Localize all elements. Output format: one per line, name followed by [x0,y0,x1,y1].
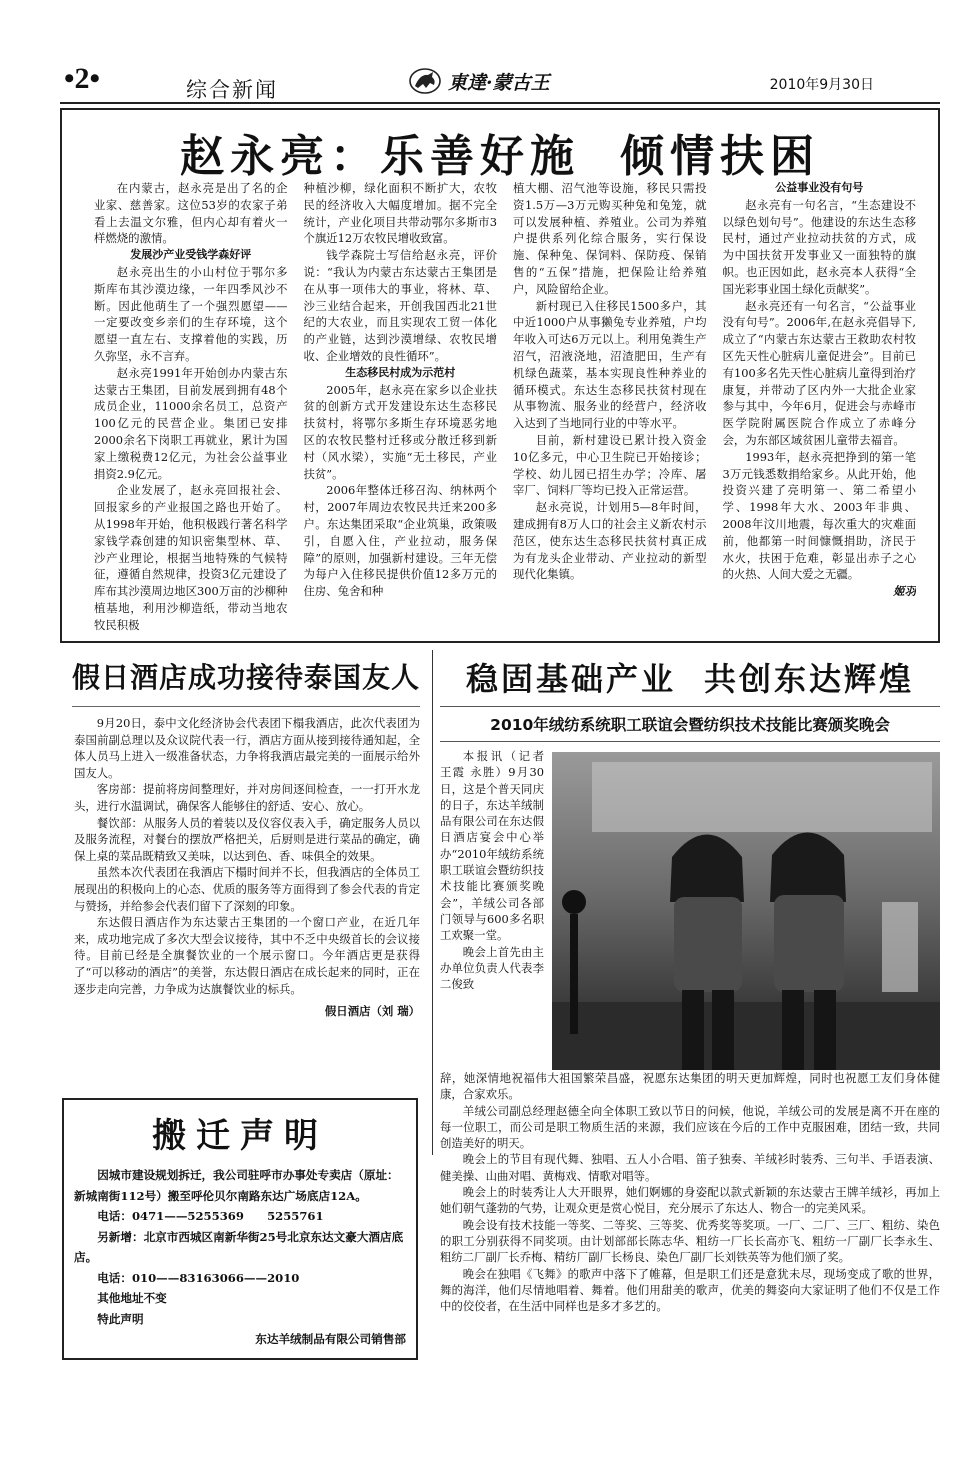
paragraph: 客房部：提前将房间整理好，并对房间逐间检查，一一打开水龙头，进行水温调试，确保客人能够住的舒适、安心、放心。 [74,782,420,813]
paragraph: 其他地址不变 [97,1291,167,1305]
notice-body [74,1165,406,1350]
event-photo [552,752,940,1070]
publication-date: 2010年9月30日 [769,77,874,93]
subheading: 发展沙产业受钱学森好评 [130,248,252,262]
column-4 [723,180,917,635]
paragraph: 目前，新村建设已累计投入资金10亿多元，中心卫生院已开始接诊；学校、幼儿园已招生办学；冷库、屠宰厂、饲料厂等均已投入正常运营。 [513,432,707,498]
paragraph: 虽然本次代表团在我酒店下榻时间并不长，但我酒店的全体员工展现出的积极向上的心态、优质的服务等方面得到了参会代表的肯定与赞扬，并给参会代表们留下了深刻的印象。 [74,865,420,913]
paragraph: 晚会上的节目有现代舞、独唱、五人小合唱、笛子独奏、羊绒衫时装秀、三句半、手语表演、健美操、山曲对唱、黄梅戏、情歌对唱等。 [440,1152,940,1183]
paragraph: 企业发展了，赵永亮回报社会、回报家乡的产业报国之路也开始了。从1998年开始，他积极践行著名科学家钱学森创建的知识密集型林、草、沙产业理论，根据当地特殊的气候特征，遵循自然规律，投资3亿元建设了库布其沙漠周边地区300万亩的沙柳种植基地，利用沙柳造纸，带动当地农牧民积极 [94,483,288,632]
paragraph: 种植沙柳，绿化面积不断扩大，农牧民的经济收入大幅度增加。据不完全统计，产业化项目共带动鄂尔多斯市3个旗近12万农牧民增收致富。 [303,181,497,246]
paragraph: 植大棚、沼气池等设施，移民只需投资1.5万—3万元购买种兔和兔笼，就可以发展种植、养殖业。公司为养殖户提供系列化综合服务，实行保设施、保种兔、保饲料、保防疫、保销售的“五保”措施，把保险让给养殖户，风险留给企业。 [513,181,707,296]
top-headline [62,120,938,184]
paragraph: 2005年，赵永亮在家乡以企业扶贫的创新方式开发建设东达生态移民扶贫村，将鄂尔多斯生存环境恶劣地区的农牧民整村迁移或分散迁移到新村（风水梁），实施“无土移民，产业扶贫”。 [303,382,497,481]
phone-line: 电话：010——83163066——2010 [97,1270,300,1285]
newspaper-logo [408,62,550,100]
byline: 姬羽 [893,584,916,599]
hotel-body [60,707,432,1020]
column-divider [432,650,433,1155]
subheading: 公益事业没有句号 [775,181,864,194]
section-name: 综合新闻 [186,78,278,102]
paragraph: 赵永亮出生的小山村位于鄂尔多斯库布其沙漠边缘，一年四季风沙不断。因此他萌生了一个强烈愿望——一定要改变乡亲们的生存环境，这个愿望一直左右、支撑着他的实践，历久弥坚，永不言弃。 [94,264,288,363]
paragraph: 1993年，赵永亮把挣到的第一笔3万元钱悉数捐给家乡。从此开始，他投资兴建了亮明第一、第二希望小学、1998年大水、2003年非典、2008年汶川地震，每次重大的灾难面前，他都第一时间慷慨捐助，济民于水火，扶困于危难，彰显出赤子之心的火热、人间大爱之无疆。 [722,449,916,582]
masthead [60,62,940,104]
paragraph: 晚会设有技术技能一等奖、二等奖、三等奖、优秀奖等奖项。一厂、二厂、三厂、粗纺、染色的职工分别获得不同奖项。由计划部部长陈志华、粗纺一厂长长高亦飞、粗纺一厂副厂长李永生、粗纺二厂副厂长乔梅、精纺厂副厂长杨良、染色厂副厂长刘铁英等为他们颁了奖。 [440,1217,940,1265]
feature-rest [440,1070,940,1314]
paragraph: 赵永亮1991年开始创办内蒙古东达蒙古王集团，目前发展到拥有48个成员企业，11000余名员工，总资产100亿元的民营企业。集团已安排2000余名下岗职工再就业，累计为国家上缴税费12亿元，为社会公益事业捐资2.9亿元。 [94,365,288,481]
column-1 [94,180,288,635]
paragraph: 羊绒公司副总经理赵德全向全体职工致以节日的问候，他说，羊绒公司的发展是离不开在座的每一位职工，而公司是职工物质生活的来源，我们应该在今后的工作中克服困难，团结一致，共同创造美好的明天。 [440,1103,940,1151]
paragraph: 另新增：北京市西城区南新华街25号北京东达文豪大酒店底店。 [74,1229,404,1264]
hotel-headline: 假日酒店成功接待泰国友人 [72,650,420,707]
notice-title: 搬迁声明 [152,1116,328,1156]
paragraph: 因城市建设规划拆迁，我公司驻呼市办事处专卖店（原址：新城南街112号）搬至呼伦贝尔南路东达广场底店12A。 [74,1168,399,1203]
hotel-signature: 假日酒店（刘 瑞） [324,1004,420,1019]
paragraph: 新村现已入住移民1500多户，其中近1000户从事獭兔专业养殖，户均年收入可达6万元以上。利用兔粪生产沼气，沼液浇地，沼渣肥田，生产有机绿色蔬菜，基本实现良性种养业的循环模式。东达生态移民扶贫村现在从事物流、服务业的经营户，经济收入达到了当地同行业的中等水平。 [513,298,707,431]
feature-headline-part-a: 稳固基础产业 [465,660,676,698]
paragraph: 赵永亮说，计划用5—8年时间，建成拥有8万人口的社会主义新农村示范区，使东达生态移民扶贫村真正成为有龙头企业带动、产业拉动的新型现代化集镇。 [513,500,707,582]
horse-logo-icon [408,66,442,96]
phone-line: 电话：0471——5255369 5255761 [97,1209,324,1223]
paragraph: 东达假日酒店作为东达蒙古王集团的一个窗口产业，在近几年来，成功地完成了多次大型会议接待，其中不乏中央级首长的会议接待。目前已经是全旗餐饮业的一个展示窗口。今年酒店更是获得了“可以移动的酒店”的美誉，东达假日酒店在成长起来的同时，正在逐步走向完善，力争成为达旗餐饮业的标兵。 [74,915,420,996]
page-number: •2• [64,62,101,95]
relocation-notice [62,1098,418,1360]
paragraph: 赵永亮还有一句名言，“公益事业没有句号”。2006年,在赵永亮倡导下,成立了“内蒙古东达蒙古王救助农村牧区先天性心脏病儿童促进会”。目前已有100多名先天性心脏病儿童得到治疗康复，并带动了区内外一大批企业家参与其中，今年6月，促进会与赤峰市医学院附属医院合作成立了赤峰分会，为东部区域贫困儿童带去福音。 [722,298,916,447]
feature-subheadline: 2010年绒纺系统职工联谊会暨纺织技术技能比赛颁奖晚会 [440,706,940,742]
column-2 [304,180,498,635]
paragraph: 2006年整体迁移召沟、纳林两个村，2007年周边农牧民共迁来200多户。东达集团采取“企业筑巢，政策吸引，自愿入住，产业拉动，服务保障”的原则，加强新村建设。三年无偿为每户入住移民提供价值12多万元的住房、兔舍和种 [303,483,497,599]
paragraph: 钱学森院士写信给赵永亮，评价说：“我认为内蒙古东达蒙古王集团是在从事一项伟大的事业，将林、草、沙三业结合起来，开创我国西北21世纪的大农业，而且实现农工贸一体化的产业链，达到沙漠增绿、农牧民增收、企业增效的良性循环”。 [303,248,497,363]
feature-article [440,650,940,1362]
top-headline-part-b: 倾情扶困 [620,131,820,182]
paragraph: 晚会在独唱《飞舞》的歌声中落下了帷幕，但是职工们还是意犹未尽，现场变成了歌的世界，舞的海洋，他们尽情地唱着、舞着。他们用甜美的歌声，优美的舞姿向大家证明了他们不仅是工作中的佼佼者，在生活中同样也是多才多艺的。 [440,1266,940,1314]
feature-headline-part-b: 共创东达辉煌 [704,660,915,698]
paragraph: 在内蒙古，赵永亮是出了名的企业家、慈善家。这位53岁的农家子弟看上去温文尔雅，但内心却有着火一样燃烧的激情。 [94,181,288,246]
feature-headline [440,650,940,706]
top-article [60,108,940,643]
paragraph: 晚会上首先由主办单位负责人代表李二俊致 [440,944,544,992]
paragraph: 晚会上的时装秀让人大开眼界，她们婀娜的身姿配以款式新颖的东达蒙古王牌羊绒衫，再加上她们朝气蓬勃的气势，让观众更是赏心悦目，充分展示了东达人、物合一的完美风采。 [440,1185,940,1216]
paragraph: 9月20日，泰中文化经济协会代表团下榻我酒店，此次代表团为泰国前副总理以及众议院代表一行，酒店方面从接到接待通知起，全体人员马上进入一级准备状态，力争将我酒店最完美的一面展示给外国友人。 [74,716,420,780]
paragraph: 餐饮部：从服务人员的着装以及仪容仪表入手，确定服务人员以及服务流程，对餐台的摆放严格把关，后厨则是进行菜品的确定，确保上桌的菜品既精致又美味，以达到色、香、味俱全的效果。 [74,815,420,863]
column-3 [513,180,707,635]
fashion-show-photo-icon [552,752,940,1070]
top-article-columns [94,180,916,635]
subheading: 生态移民村成为示范村 [345,365,456,379]
notice-signature: 东达羊绒制品有限公司销售部 [255,1332,406,1346]
hotel-article [60,650,432,1080]
paragraph: 辞，她深情地祝福伟大祖国繁荣昌盛，祝愿东达集团的明天更加辉煌，同时也祝愿工友们身体健康，合家欢乐。 [440,1071,940,1102]
paragraph: 特此声明 [97,1311,144,1326]
top-headline-part-a: 赵永亮：乐善好施 [180,131,580,182]
logo-text: 東達·蒙古王 [448,71,550,94]
feature-lead [440,748,544,992]
paragraph: 赵永亮有一句名言，“生态建设不以绿色划句号”。他建设的东达生态移民村，通过产业拉动扶贫的方式，成为中国扶贫开发事业又一面独特的旗帜。也正因如此，赵永亮本人获得“全国光彩事业国土绿化贡献奖”。 [722,197,916,296]
paragraph: 本报讯（记者 王霞 永胜）9月30日，这是个普天同庆的日子，东达羊绒制品有限公司在东达假日酒店宴会中心举办“2010年绒纺系统职工联谊会暨纺织技术技能比赛颁奖晚会”，羊绒公司各部门领导与600多名职工欢聚一堂。 [440,749,544,943]
